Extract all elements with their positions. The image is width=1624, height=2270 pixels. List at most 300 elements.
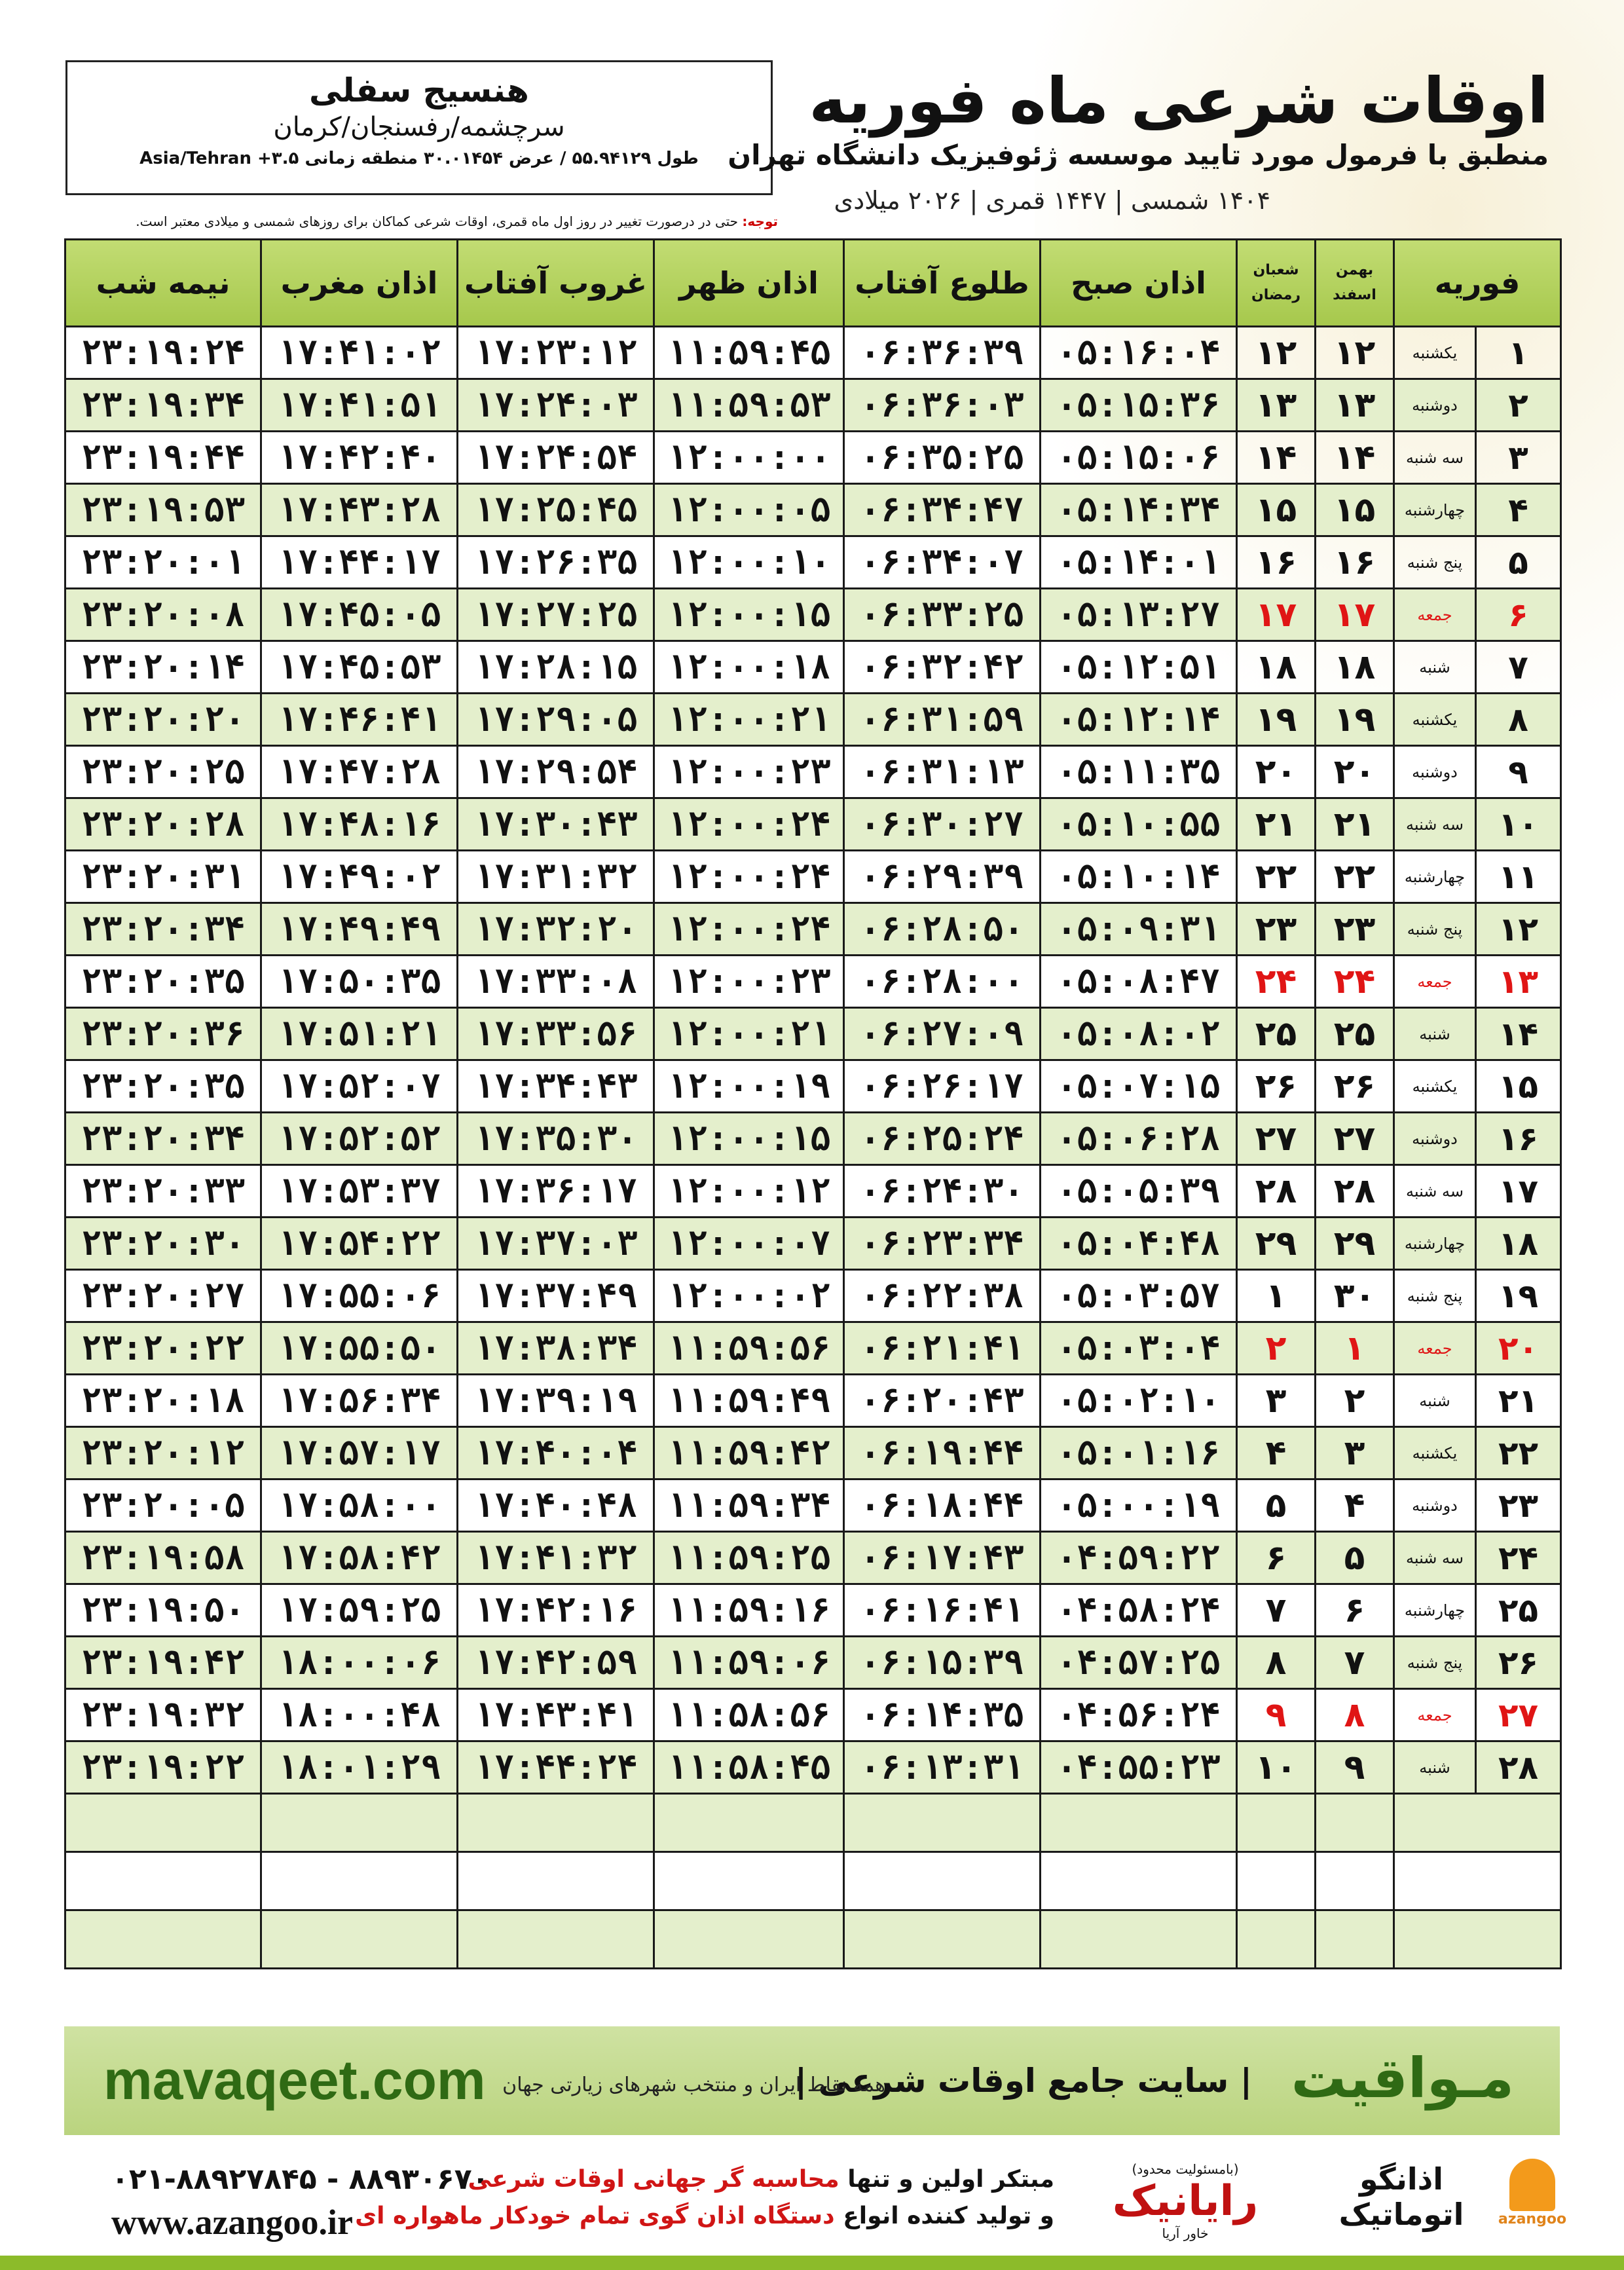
weekday: پنج شنبه xyxy=(1394,903,1476,956)
sunrise-time: ۰۶:۱۶:۴۱ xyxy=(844,1584,1041,1637)
weekday: شنبه xyxy=(1394,641,1476,694)
day-number: ۲۱ xyxy=(1476,1375,1561,1427)
maghrib-time: ۱۷:۴۹:۰۲ xyxy=(261,851,458,903)
sunrise-time: ۰۶:۱۳:۳۱ xyxy=(844,1741,1041,1794)
table-row xyxy=(65,694,1561,746)
hijri-day: ۴ xyxy=(1237,1427,1316,1479)
midnight-time: ۲۳:۲۰:۳۴ xyxy=(65,903,261,956)
note-text: حتی در درصورت تغییر در روز اول ماه قمری، اوقات شرعی کماکان برای روزهای شمسی و میلادی معتبر است. xyxy=(136,214,739,229)
dhuhr-time: ۱۲:۰۰:۰۵ xyxy=(654,484,844,536)
shamsi-day: ۳۰ xyxy=(1316,1270,1394,1322)
sunset-time: ۱۷:۳۱:۳۲ xyxy=(458,851,654,903)
shamsi-day: ۱۲ xyxy=(1316,327,1394,379)
dhuhr-time: ۱۲:۰۰:۲۳ xyxy=(654,746,844,798)
maghrib-time: ۱۸:۰۱:۲۹ xyxy=(261,1741,458,1794)
fajr-time: ۰۵:۱۴:۰۱ xyxy=(1041,536,1237,589)
desc-line2-a: و تولید کننده انواع xyxy=(834,2203,1054,2229)
midnight-time: ۲۳:۱۹:۴۴ xyxy=(65,432,261,484)
fajr-time: ۰۵:۱۴:۳۴ xyxy=(1041,484,1237,536)
maghrib-time: ۱۷:۵۹:۲۵ xyxy=(261,1584,458,1637)
sunrise-time: ۰۶:۲۱:۴۱ xyxy=(844,1322,1041,1375)
col-midnight: نیمه شب xyxy=(65,240,261,327)
empty-cell xyxy=(1041,1852,1237,1910)
col-sunset: غروب آفتاب xyxy=(458,240,654,327)
desc-line1-a: مبتکر اولین و تنها xyxy=(839,2166,1054,2193)
shamsi-day: ۱۴ xyxy=(1316,432,1394,484)
shamsi-day: ۲۱ xyxy=(1316,798,1394,851)
sunrise-time: ۰۶:۳۳:۲۵ xyxy=(844,589,1041,641)
day-number: ۷ xyxy=(1476,641,1561,694)
midnight-time: ۲۳:۱۹:۳۲ xyxy=(65,1689,261,1741)
table-row xyxy=(65,1060,1561,1113)
maghrib-time: ۱۷:۴۱:۰۲ xyxy=(261,327,458,379)
dhuhr-time: ۱۱:۵۹:۴۵ xyxy=(654,327,844,379)
midnight-time: ۲۳:۱۹:۳۴ xyxy=(65,379,261,432)
day-number: ۱۹ xyxy=(1476,1270,1561,1322)
fajr-time: ۰۵:۰۵:۳۹ xyxy=(1041,1165,1237,1218)
sunrise-time: ۰۶:۳۶:۳۹ xyxy=(844,327,1041,379)
midnight-time: ۲۳:۲۰:۰۵ xyxy=(65,1479,261,1532)
sunset-time: ۱۷:۴۰:۴۸ xyxy=(458,1479,654,1532)
maghrib-time: ۱۷:۵۵:۰۶ xyxy=(261,1270,458,1322)
maghrib-time: ۱۷:۵۲:۵۲ xyxy=(261,1113,458,1165)
hijri-day: ۵ xyxy=(1237,1479,1316,1532)
sunset-time: ۱۷:۲۶:۳۵ xyxy=(458,536,654,589)
sunset-time: ۱۷:۴۲:۱۶ xyxy=(458,1584,654,1637)
col-fajr: اذان صبح xyxy=(1041,240,1237,327)
fajr-time: ۰۵:۰۰:۱۹ xyxy=(1041,1479,1237,1532)
weekday: یکشنبه xyxy=(1394,694,1476,746)
sunset-time: ۱۷:۳۲:۲۰ xyxy=(458,903,654,956)
dhuhr-time: ۱۲:۰۰:۲۱ xyxy=(654,694,844,746)
shamsi-day: ۱۷ xyxy=(1316,589,1394,641)
dhuhr-time: ۱۲:۰۰:۱۲ xyxy=(654,1165,844,1218)
day-number: ۹ xyxy=(1476,746,1561,798)
hijri-day: ۱ xyxy=(1237,1270,1316,1322)
dome-icon xyxy=(1509,2159,1555,2211)
shamsi-day: ۲۷ xyxy=(1316,1113,1394,1165)
note xyxy=(64,214,778,229)
table-row xyxy=(65,379,1561,432)
midnight-time: ۲۳:۱۹:۲۴ xyxy=(65,327,261,379)
sunset-time: ۱۷:۴۲:۵۹ xyxy=(458,1637,654,1689)
maghrib-time: ۱۷:۴۳:۲۸ xyxy=(261,484,458,536)
sunrise-time: ۰۶:۲۶:۱۷ xyxy=(844,1060,1041,1113)
empty-cell xyxy=(261,1794,458,1852)
dhuhr-time: ۱۲:۰۰:۲۳ xyxy=(654,956,844,1008)
fajr-time: ۰۵:۰۸:۴۷ xyxy=(1041,956,1237,1008)
maghrib-time: ۱۷:۴۵:۰۵ xyxy=(261,589,458,641)
dhuhr-time: ۱۲:۰۰:۱۵ xyxy=(654,589,844,641)
bottom-bar xyxy=(0,2256,1624,2270)
day-number: ۲۵ xyxy=(1476,1584,1561,1637)
dhuhr-time: ۱۲:۰۰:۱۵ xyxy=(654,1113,844,1165)
table-row xyxy=(65,1427,1561,1479)
day-number: ۲۷ xyxy=(1476,1689,1561,1741)
midnight-time: ۲۳:۲۰:۳۱ xyxy=(65,851,261,903)
sunset-time: ۱۷:۲۴:۰۳ xyxy=(458,379,654,432)
empty-row xyxy=(65,1794,1561,1852)
hijri-day: ۱۹ xyxy=(1237,694,1316,746)
rayanik-name: رایانیک xyxy=(1112,2177,1259,2225)
shamsi-day: ۲۴ xyxy=(1316,956,1394,1008)
sunset-time: ۱۷:۲۷:۲۵ xyxy=(458,589,654,641)
midnight-time: ۲۳:۲۰:۳۳ xyxy=(65,1165,261,1218)
table-row xyxy=(65,1008,1561,1060)
shamsi-day: ۹ xyxy=(1316,1741,1394,1794)
table-row xyxy=(65,1741,1561,1794)
weekday: سه شنبه xyxy=(1394,1532,1476,1584)
sunset-time: ۱۷:۳۷:۴۹ xyxy=(458,1270,654,1322)
sunrise-time: ۰۶:۳۱:۵۹ xyxy=(844,694,1041,746)
empty-cell xyxy=(261,1910,458,1969)
midnight-time: ۲۳:۲۰:۳۵ xyxy=(65,1060,261,1113)
weekday: جمعه xyxy=(1394,1689,1476,1741)
dhuhr-time: ۱۱:۵۹:۴۹ xyxy=(654,1375,844,1427)
maghrib-time: ۱۷:۴۸:۱۶ xyxy=(261,798,458,851)
table-row xyxy=(65,641,1561,694)
fajr-time: ۰۵:۱۵:۰۶ xyxy=(1041,432,1237,484)
table-row xyxy=(65,1689,1561,1741)
rayanik-sub: خاور آریا xyxy=(1162,2225,1209,2241)
hijri-day: ۲۱ xyxy=(1237,798,1316,851)
day-number: ۲۰ xyxy=(1476,1322,1561,1375)
midnight-time: ۲۳:۱۹:۵۸ xyxy=(65,1532,261,1584)
midnight-time: ۲۳:۲۰:۱۸ xyxy=(65,1375,261,1427)
fajr-time: ۰۵:۰۸:۰۲ xyxy=(1041,1008,1237,1060)
hijri-day: ۱۷ xyxy=(1237,589,1316,641)
midnight-time: ۲۳:۲۰:۱۴ xyxy=(65,641,261,694)
dhuhr-time: ۱۱:۵۹:۳۴ xyxy=(654,1479,844,1532)
empty-cell xyxy=(65,1910,261,1969)
banner-tagline: | سایت جامع اوقات شرعی | xyxy=(794,2062,1252,2100)
maghrib-time: ۱۷:۵۰:۳۵ xyxy=(261,956,458,1008)
day-number: ۲۲ xyxy=(1476,1427,1561,1479)
hijri-day: ۷ xyxy=(1237,1584,1316,1637)
empty-cell xyxy=(1237,1794,1316,1852)
hijri-day: ۱۲ xyxy=(1237,327,1316,379)
day-number: ۲۳ xyxy=(1476,1479,1561,1532)
fajr-time: ۰۴:۵۷:۲۵ xyxy=(1041,1637,1237,1689)
shamsi-day: ۶ xyxy=(1316,1584,1394,1637)
sunset-time: ۱۷:۴۱:۳۲ xyxy=(458,1532,654,1584)
col-shamsi xyxy=(1316,240,1394,327)
dhuhr-time: ۱۱:۵۹:۵۶ xyxy=(654,1322,844,1375)
fajr-time: ۰۵:۰۳:۵۷ xyxy=(1041,1270,1237,1322)
sunset-time: ۱۷:۲۳:۱۲ xyxy=(458,327,654,379)
midnight-time: ۲۳:۲۰:۲۸ xyxy=(65,798,261,851)
sunset-time: ۱۷:۴۴:۲۴ xyxy=(458,1741,654,1794)
fajr-time: ۰۴:۵۵:۲۳ xyxy=(1041,1741,1237,1794)
dhuhr-time: ۱۲:۰۰:۰۲ xyxy=(654,1270,844,1322)
fajr-time: ۰۵:۱۲:۱۴ xyxy=(1041,694,1237,746)
dhuhr-time: ۱۱:۵۸:۵۶ xyxy=(654,1689,844,1741)
shamsi-day: ۴ xyxy=(1316,1479,1394,1532)
empty-cell xyxy=(1041,1794,1237,1852)
col-shamsi-top: بهمن xyxy=(1335,262,1374,278)
hijri-day: ۲۶ xyxy=(1237,1060,1316,1113)
sunrise-time: ۰۶:۳۵:۲۵ xyxy=(844,432,1041,484)
sunrise-time: ۰۶:۳۶:۰۳ xyxy=(844,379,1041,432)
dhuhr-time: ۱۱:۵۸:۴۵ xyxy=(654,1741,844,1794)
weekday: جمعه xyxy=(1394,589,1476,641)
dhuhr-time: ۱۱:۵۹:۱۶ xyxy=(654,1584,844,1637)
weekday: پنج شنبه xyxy=(1394,1270,1476,1322)
midnight-time: ۲۳:۱۹:۴۲ xyxy=(65,1637,261,1689)
empty-cell xyxy=(1237,1910,1316,1969)
col-hijri-bottom: رمضان xyxy=(1251,287,1301,303)
table-row xyxy=(65,903,1561,956)
weekday: چهارشنبه xyxy=(1394,1584,1476,1637)
maghrib-time: ۱۷:۴۴:۱۷ xyxy=(261,536,458,589)
maghrib-time: ۱۷:۵۸:۴۲ xyxy=(261,1532,458,1584)
banner-coverage: همه نقاط ایران و منتخب شهرهای زیارتی جهان xyxy=(502,2074,885,2096)
empty-cell xyxy=(1041,1910,1237,1969)
fajr-time: ۰۵:۰۳:۰۴ xyxy=(1041,1322,1237,1375)
day-number: ۲۶ xyxy=(1476,1637,1561,1689)
fajr-time: ۰۵:۱۶:۰۴ xyxy=(1041,327,1237,379)
maghrib-time: ۱۷:۵۱:۲۱ xyxy=(261,1008,458,1060)
table-header-row xyxy=(65,240,1561,327)
dhuhr-time: ۱۲:۰۰:۱۰ xyxy=(654,536,844,589)
maghrib-time: ۱۷:۴۷:۲۸ xyxy=(261,746,458,798)
empty-cell xyxy=(844,1794,1041,1852)
midnight-time: ۲۳:۲۰:۱۲ xyxy=(65,1427,261,1479)
sunset-time: ۱۷:۴۳:۴۱ xyxy=(458,1689,654,1741)
table-row xyxy=(65,851,1561,903)
empty-cell xyxy=(1394,1910,1561,1969)
sunset-time: ۱۷:۳۹:۱۹ xyxy=(458,1375,654,1427)
azangoo-fa-logo: اذانگو اتوماتیک xyxy=(1338,2161,1464,2232)
shamsi-day: ۲ xyxy=(1316,1375,1394,1427)
shamsi-day: ۱ xyxy=(1316,1322,1394,1375)
table-row xyxy=(65,1532,1561,1584)
dhuhr-time: ۱۲:۰۰:۲۱ xyxy=(654,1008,844,1060)
phone-numbers: ۰۲۱-۸۸۹۲۷۸۴۵ - ۸۸۹۳۰۶۷۰ xyxy=(111,2163,490,2196)
sunrise-time: ۰۶:۳۴:۴۷ xyxy=(844,484,1041,536)
table-row xyxy=(65,956,1561,1008)
sunset-time: ۱۷:۳۴:۴۳ xyxy=(458,1060,654,1113)
midnight-time: ۲۳:۲۰:۲۰ xyxy=(65,694,261,746)
midnight-time: ۲۳:۲۰:۰۸ xyxy=(65,589,261,641)
rayanik-note: (بامسئولیت محدود) xyxy=(1132,2161,1239,2177)
sunrise-time: ۰۶:۲۸:۰۰ xyxy=(844,956,1041,1008)
shamsi-day: ۱۶ xyxy=(1316,536,1394,589)
hijri-day: ۱۸ xyxy=(1237,641,1316,694)
day-number: ۵ xyxy=(1476,536,1561,589)
sunset-time: ۱۷:۳۳:۰۸ xyxy=(458,956,654,1008)
day-number: ۱ xyxy=(1476,327,1561,379)
desc-line2-b: دستگاه اذان گوی تمام خودکار ماهواره ای xyxy=(355,2203,835,2229)
midnight-time: ۲۳:۲۰:۳۵ xyxy=(65,956,261,1008)
day-number: ۱۶ xyxy=(1476,1113,1561,1165)
empty-cell xyxy=(654,1852,844,1910)
fajr-time: ۰۵:۰۹:۳۱ xyxy=(1041,903,1237,956)
weekday: جمعه xyxy=(1394,956,1476,1008)
weekday: شنبه xyxy=(1394,1375,1476,1427)
dhuhr-time: ۱۲:۰۰:۲۴ xyxy=(654,903,844,956)
fajr-time: ۰۵:۰۶:۲۸ xyxy=(1041,1113,1237,1165)
hijri-day: ۹ xyxy=(1237,1689,1316,1741)
company-description xyxy=(355,2161,1054,2235)
maghrib-time: ۱۸:۰۰:۴۸ xyxy=(261,1689,458,1741)
midnight-time: ۲۳:۱۹:۵۰ xyxy=(65,1584,261,1637)
midnight-time: ۲۳:۲۰:۳۶ xyxy=(65,1008,261,1060)
hijri-day: ۲۹ xyxy=(1237,1218,1316,1270)
midnight-time: ۲۳:۲۰:۳۴ xyxy=(65,1113,261,1165)
shamsi-day: ۵ xyxy=(1316,1532,1394,1584)
sunset-time: ۱۷:۳۷:۰۳ xyxy=(458,1218,654,1270)
hijri-day: ۶ xyxy=(1237,1532,1316,1584)
desc-line1-b: محاسبه گر جهانی اوقات شرعی xyxy=(468,2166,840,2193)
sunrise-time: ۰۶:۳۴:۰۷ xyxy=(844,536,1041,589)
sunrise-time: ۰۶:۲۹:۳۹ xyxy=(844,851,1041,903)
hijri-day: ۱۰ xyxy=(1237,1741,1316,1794)
sunset-time: ۱۷:۳۵:۳۰ xyxy=(458,1113,654,1165)
sunset-time: ۱۷:۳۰:۴۳ xyxy=(458,798,654,851)
day-number: ۱۸ xyxy=(1476,1218,1561,1270)
dhuhr-time: ۱۲:۰۰:۰۰ xyxy=(654,432,844,484)
hijri-day: ۸ xyxy=(1237,1637,1316,1689)
col-sunrise: طلوع آفتاب xyxy=(844,240,1041,327)
empty-cell xyxy=(458,1852,654,1910)
col-shamsi-bottom: اسفند xyxy=(1333,287,1376,303)
fajr-time: ۰۵:۱۵:۳۶ xyxy=(1041,379,1237,432)
shamsi-day: ۷ xyxy=(1316,1637,1394,1689)
table-row xyxy=(65,1165,1561,1218)
fajr-time: ۰۵:۰۴:۴۸ xyxy=(1041,1218,1237,1270)
dhuhr-time: ۱۲:۰۰:۲۴ xyxy=(654,851,844,903)
hijri-day: ۲ xyxy=(1237,1322,1316,1375)
dhuhr-time: ۱۱:۵۹:۵۳ xyxy=(654,379,844,432)
hijri-day: ۲۰ xyxy=(1237,746,1316,798)
weekday: یکشنبه xyxy=(1394,1427,1476,1479)
table-row xyxy=(65,536,1561,589)
empty-cell xyxy=(1316,1910,1394,1969)
coordinates: طول ۵۵.۹۴۱۲۹ / عرض ۳۰.۰۱۴۵۴ منطقه زمانی ۳.۵+ Asia/Tehran xyxy=(139,149,699,168)
table-row xyxy=(65,1479,1561,1532)
table-row xyxy=(65,1218,1561,1270)
maghrib-time: ۱۷:۴۲:۴۰ xyxy=(261,432,458,484)
day-number: ۱۳ xyxy=(1476,956,1561,1008)
sunrise-time: ۰۶:۱۸:۴۴ xyxy=(844,1479,1041,1532)
fajr-time: ۰۵:۱۲:۵۱ xyxy=(1041,641,1237,694)
maghrib-time: ۱۷:۴۱:۵۱ xyxy=(261,379,458,432)
shamsi-day: ۳ xyxy=(1316,1427,1394,1479)
website-link[interactable]: www.azangoo.ir xyxy=(111,2203,353,2242)
shamsi-day: ۱۸ xyxy=(1316,641,1394,694)
maghrib-time: ۱۸:۰۰:۰۶ xyxy=(261,1637,458,1689)
site-link[interactable]: mavaqeet.com xyxy=(103,2049,486,2111)
day-number: ۲ xyxy=(1476,379,1561,432)
shamsi-day: ۲۳ xyxy=(1316,903,1394,956)
sunrise-time: ۰۶:۳۰:۲۷ xyxy=(844,798,1041,851)
day-number: ۲۸ xyxy=(1476,1741,1561,1794)
sunset-time: ۱۷:۳۶:۱۷ xyxy=(458,1165,654,1218)
maghrib-time: ۱۷:۵۴:۲۲ xyxy=(261,1218,458,1270)
hijri-day: ۲۵ xyxy=(1237,1008,1316,1060)
hijri-day: ۱۳ xyxy=(1237,379,1316,432)
hijri-day: ۱۶ xyxy=(1237,536,1316,589)
dhuhr-time: ۱۲:۰۰:۲۴ xyxy=(654,798,844,851)
shamsi-day: ۲۰ xyxy=(1316,746,1394,798)
hijri-day: ۱۴ xyxy=(1237,432,1316,484)
table-row xyxy=(65,1584,1561,1637)
weekday: یکشنبه xyxy=(1394,1060,1476,1113)
empty-cell xyxy=(1316,1852,1394,1910)
maghrib-time: ۱۷:۴۵:۵۳ xyxy=(261,641,458,694)
note-label: توجه: xyxy=(742,214,778,229)
weekday: پنج شنبه xyxy=(1394,1637,1476,1689)
sunrise-time: ۰۶:۲۳:۳۴ xyxy=(844,1218,1041,1270)
fajr-time: ۰۵:۱۳:۲۷ xyxy=(1041,589,1237,641)
empty-row xyxy=(65,1852,1561,1910)
fajr-time: ۰۵:۰۱:۱۶ xyxy=(1041,1427,1237,1479)
empty-cell xyxy=(458,1910,654,1969)
city-path: سرچشمه/رفسنجان/کرمان xyxy=(273,112,565,142)
sunrise-time: ۰۶:۳۱:۱۳ xyxy=(844,746,1041,798)
day-number: ۶ xyxy=(1476,589,1561,641)
sunrise-time: ۰۶:۱۹:۴۴ xyxy=(844,1427,1041,1479)
weekday: شنبه xyxy=(1394,1741,1476,1794)
col-dhuhr: اذان ظهر xyxy=(654,240,844,327)
sunrise-time: ۰۶:۲۷:۰۹ xyxy=(844,1008,1041,1060)
day-number: ۱۷ xyxy=(1476,1165,1561,1218)
sunset-time: ۱۷:۲۴:۵۴ xyxy=(458,432,654,484)
sunrise-time: ۰۶:۲۴:۳۰ xyxy=(844,1165,1041,1218)
weekday: چهارشنبه xyxy=(1394,851,1476,903)
hijri-day: ۲۸ xyxy=(1237,1165,1316,1218)
maghrib-time: ۱۷:۵۵:۵۰ xyxy=(261,1322,458,1375)
maghrib-time: ۱۷:۴۶:۴۱ xyxy=(261,694,458,746)
maghrib-time: ۱۷:۵۸:۰۰ xyxy=(261,1479,458,1532)
day-number: ۱۱ xyxy=(1476,851,1561,903)
midnight-time: ۲۳:۱۹:۵۳ xyxy=(65,484,261,536)
weekday: دوشنبه xyxy=(1394,1479,1476,1532)
table-body xyxy=(65,327,1561,1969)
dhuhr-time: ۱۲:۰۰:۱۸ xyxy=(654,641,844,694)
table-row xyxy=(65,1375,1561,1427)
shamsi-day: ۲۲ xyxy=(1316,851,1394,903)
sunset-time: ۱۷:۳۸:۳۴ xyxy=(458,1322,654,1375)
day-number: ۱۰ xyxy=(1476,798,1561,851)
sunrise-time: ۰۶:۲۵:۲۴ xyxy=(844,1113,1041,1165)
sunrise-time: ۰۶:۲۲:۳۸ xyxy=(844,1270,1041,1322)
page-subtitle: منطبق با فرمول مورد تایید موسسه ژئوفیزیک دانشگاه تهران xyxy=(728,139,1549,171)
midnight-time: ۲۳:۲۰:۲۵ xyxy=(65,746,261,798)
empty-cell xyxy=(458,1794,654,1852)
weekday: دوشنبه xyxy=(1394,746,1476,798)
weekday: جمعه xyxy=(1394,1322,1476,1375)
sunrise-time: ۰۶:۱۷:۴۳ xyxy=(844,1532,1041,1584)
sunset-time: ۱۷:۲۹:۰۵ xyxy=(458,694,654,746)
maghrib-time: ۱۷:۵۶:۳۴ xyxy=(261,1375,458,1427)
empty-cell xyxy=(654,1910,844,1969)
maghrib-time: ۱۷:۵۷:۱۷ xyxy=(261,1427,458,1479)
table-row xyxy=(65,432,1561,484)
shamsi-day: ۸ xyxy=(1316,1689,1394,1741)
maghrib-time: ۱۷:۴۹:۴۹ xyxy=(261,903,458,956)
sunset-time: ۱۷:۲۵:۴۵ xyxy=(458,484,654,536)
shamsi-day: ۲۹ xyxy=(1316,1218,1394,1270)
table-row xyxy=(65,327,1561,379)
page-title: اوقات شرعی ماه فوریه xyxy=(809,64,1549,138)
day-number: ۳ xyxy=(1476,432,1561,484)
dhuhr-time: ۱۲:۰۰:۱۹ xyxy=(654,1060,844,1113)
day-number: ۸ xyxy=(1476,694,1561,746)
day-number: ۲۴ xyxy=(1476,1532,1561,1584)
midnight-time: ۲۳:۲۰:۰۱ xyxy=(65,536,261,589)
